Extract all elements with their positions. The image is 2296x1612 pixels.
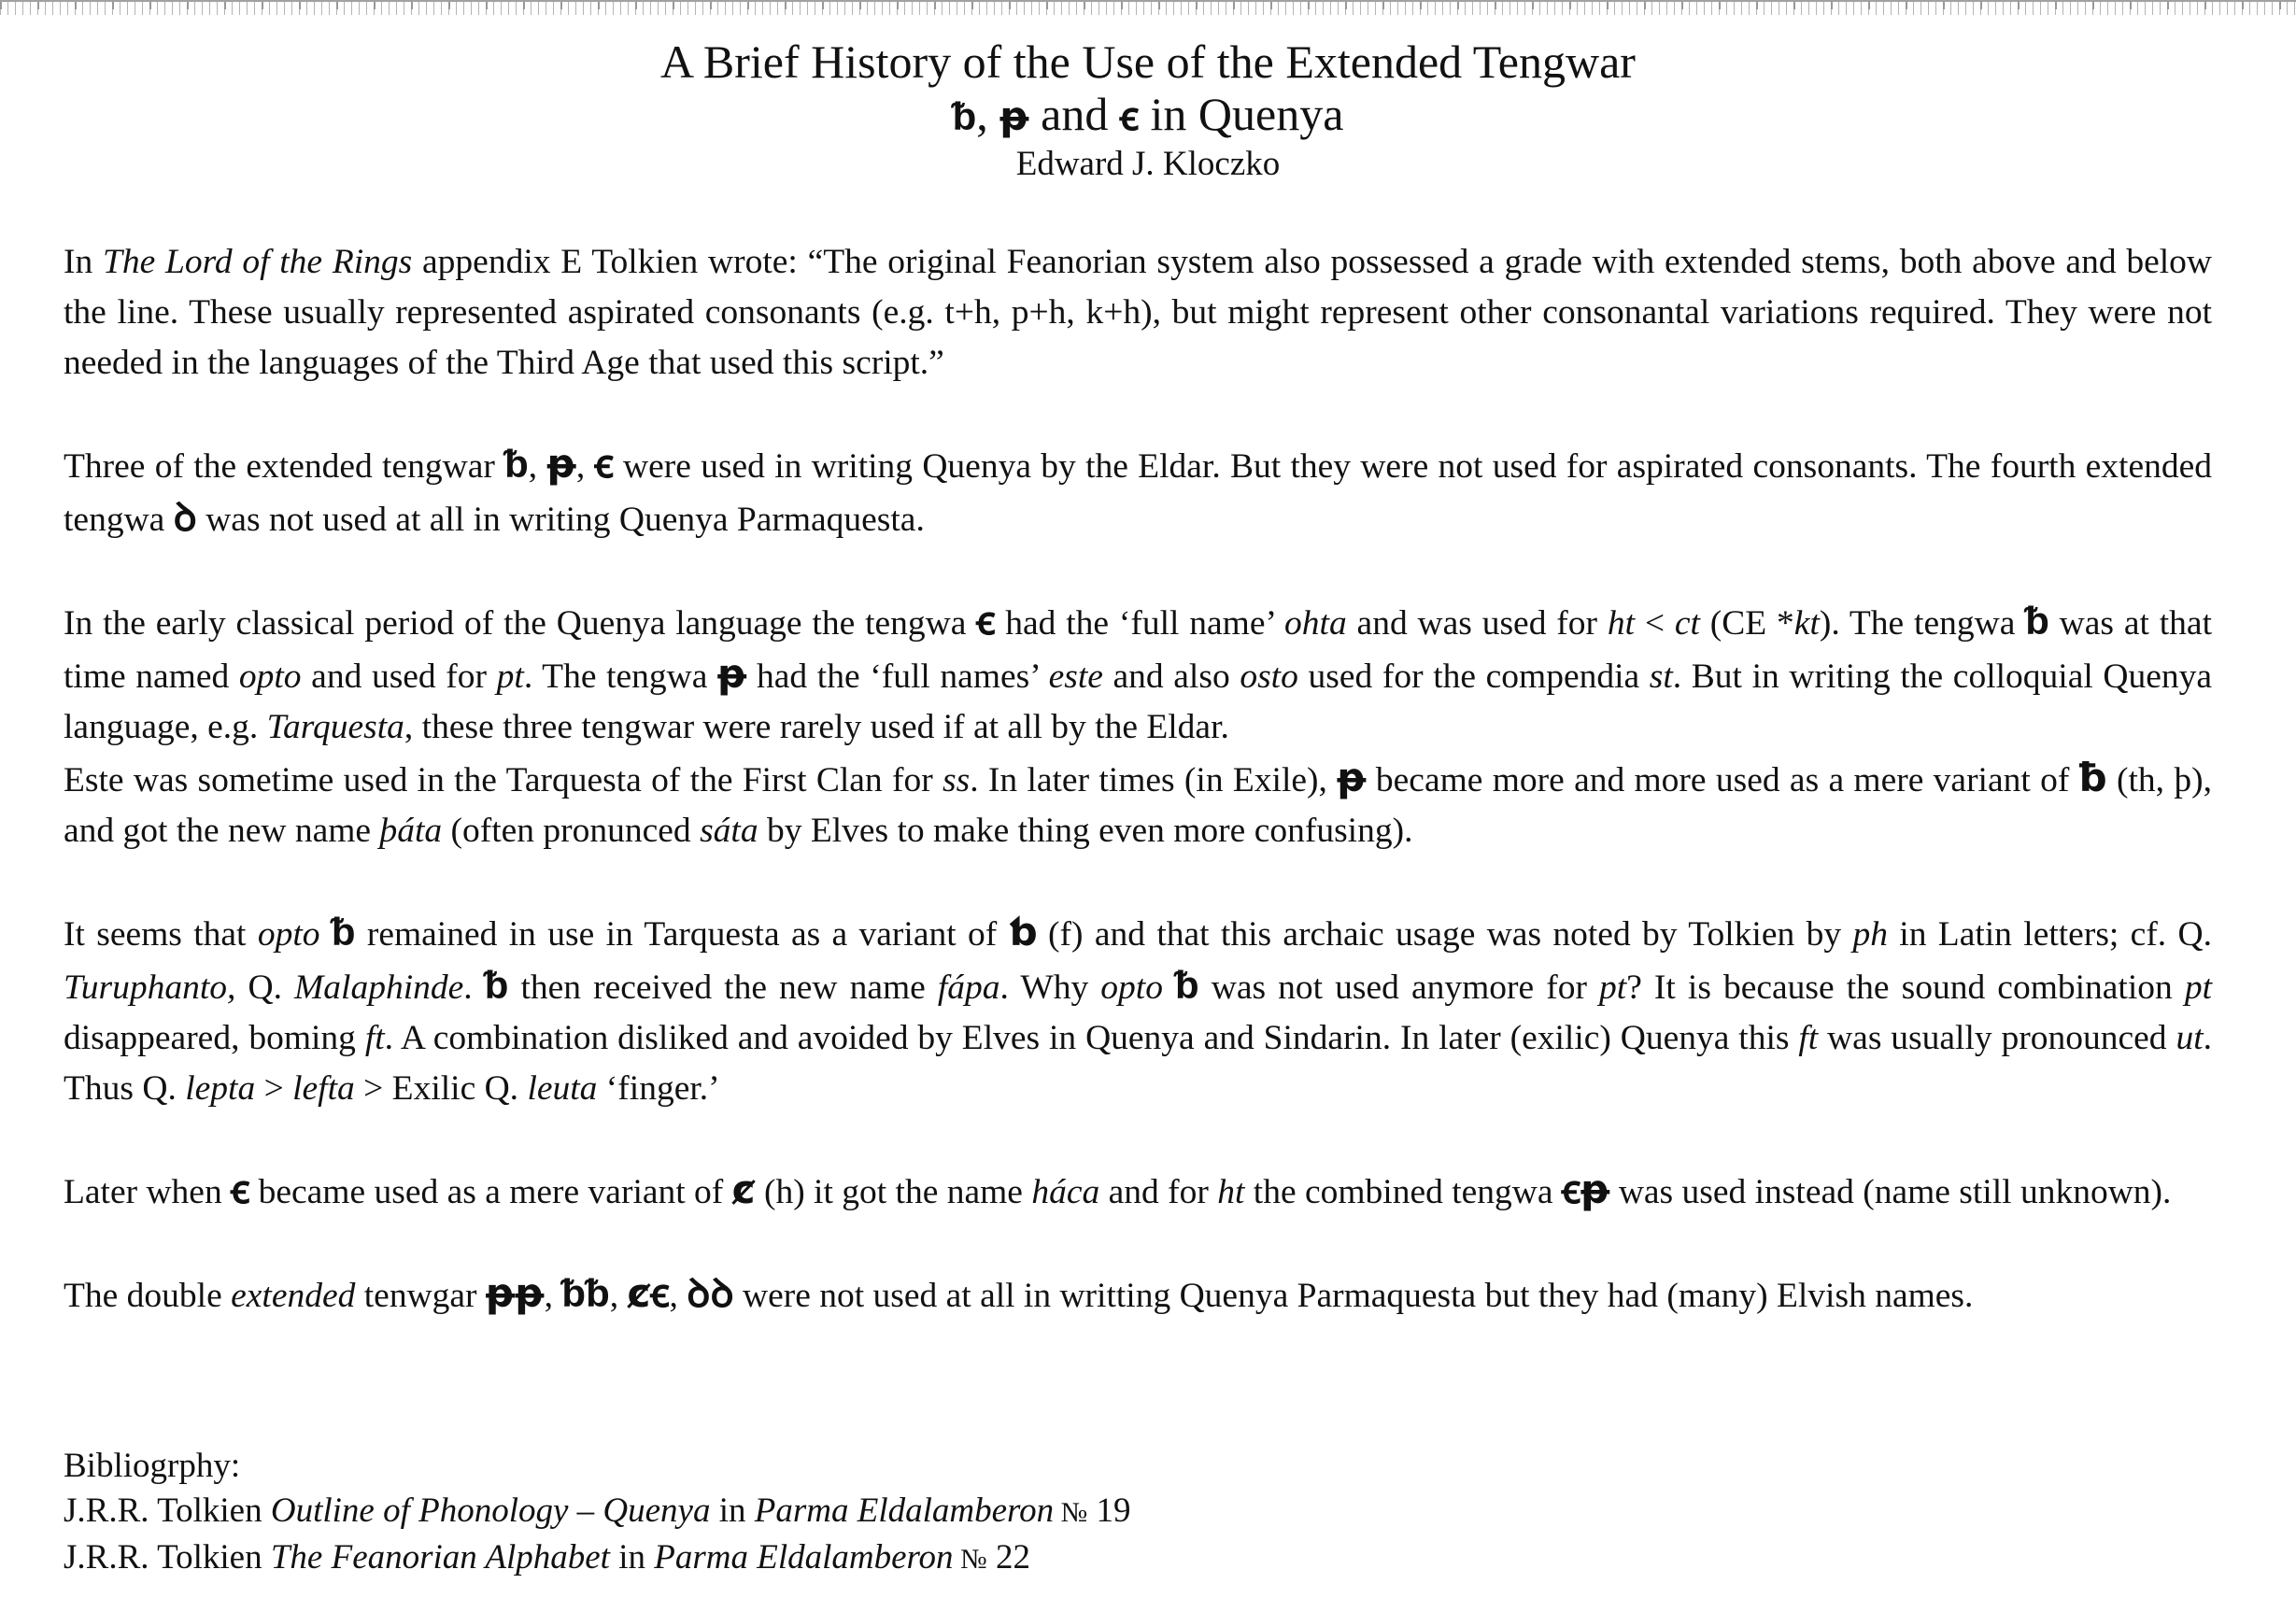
- document-author: Edward J. Kloczko: [1015, 145, 1281, 183]
- bibliography-entry: J.R.R. Tolkien Outline of Phonology – Quenya in Parma Eldalamberon № 19: [64, 1492, 1131, 1530]
- paragraph-6: The double extended tenwgar ᵽᵽ, ᵬᵬ, ȼꞓ, ꝺꝺ were not used at all in writting Quenya Parmaquesta but they had (many) Elvish names.: [64, 1270, 1974, 1316]
- top-ruler: [0, 0, 2296, 15]
- paragraph-5: Later when ꞓ became used as a mere variant of ȼ (h) it got the name háca and for ht the combined tengwa ꞓᵽ was used instead (name still unknown).: [64, 1167, 2172, 1212]
- tengwa-glyph: ᵽ: [1337, 755, 1367, 800]
- tengwa-glyph: ꞓ: [231, 1167, 250, 1212]
- tengwa-glyph: ᵬ: [952, 93, 977, 139]
- tengwa-glyph: ᵬ: [484, 962, 509, 1008]
- document-title: A Brief History of the Use of the Extended Tengwar: [660, 35, 1636, 88]
- paragraph-4: It seems that opto ᵬ remained in use in Tarquesta as a variant of ƅ (f) and that this archaic usage was noted by Tolkien by ph in Latin letters; cf. Q. Turuphanto, Q. Malaphinde. ᵬ then received the new name fápa. Why opto ᵬ was not used anymore for pt? It is because the sound combination pt disappeared, boming ft. A combination disliked and avoided by Elves in Quenya and Sindarin. In later (exilic) Quenya this ft was usually pronounced ut. Thus Q. lepta > lefta > Exilic Q. leuta ‘finger.’: [64, 909, 2213, 1108]
- tengwa-glyph: ᵬᵬ: [561, 1270, 610, 1316]
- tengwa-glyph: ᵬ: [331, 909, 356, 954]
- tengwa-glyph: ꝺ: [173, 494, 197, 540]
- tengwa-glyph: ᵬ: [2025, 598, 2049, 643]
- document-subtitle: ᵬ, ᵽ and ꞓ in Quenya: [952, 88, 1344, 140]
- tengwa-glyph: ᵽ: [999, 93, 1029, 139]
- tengwa-glyph: ꞓ: [594, 441, 614, 487]
- document-header: [0, 35, 2296, 186]
- tengwa-glyph: ȼ: [731, 1167, 756, 1212]
- tengwa-glyph: ƅ: [1008, 909, 1037, 954]
- tengwa-glyph: ᵽ: [546, 441, 576, 487]
- paragraph-3: In the early classical period of the Quenya language the tengwa ꞓ had the ‘full name’ ohta and was used for ht < ct (CE *kt). The tengwa ᵬ was at that time named opto and used for pt. The tengwa ᵽ had the ‘full names’ este and also osto used for the compendia st. But in writing the colloquial Quenya language, e.g. Tarquesta, these three tengwar were rarely used if at all by the Eldar. Este was sometime used in the Tarquesta of the First Clan for ss. In later times (in Exile), ᵽ became more and more used as a mere variant of ƀ (th, þ), and got the new name þáta (often pronunced sáta by Elves to make thing even more confusing).: [64, 598, 2213, 850]
- tengwa-glyph: ᵽ: [717, 651, 747, 697]
- document-body: [64, 237, 2212, 1372]
- bibliography: [64, 1444, 2212, 1582]
- tengwa-glyph: ᵬ: [504, 441, 529, 487]
- bibliography-heading: Bibliogrphy:: [64, 1447, 241, 1485]
- tengwa-glyph: ƀ: [2078, 755, 2107, 800]
- tengwa-glyph: ꞓ: [1119, 93, 1140, 139]
- tengwa-glyph: ᵽᵽ: [485, 1270, 545, 1316]
- tengwa-glyph: ꝺꝺ: [687, 1270, 734, 1316]
- paragraph-1: In The Lord of the Rings appendix E Tolkien wrote: “The original Feanorian system also possessed a grade with extended stems, both above and below the line. These usually represented aspirated consonants (e.g. t+h, p+h, k+h), but might represent other consonantal variations required. They were not needed in the languages of the Third Age that used this script.”: [64, 243, 2212, 382]
- tengwa-glyph: ꞓ: [976, 598, 996, 643]
- tengwa-glyph: ȼꞓ: [627, 1270, 670, 1316]
- tengwa-glyph: ꞓᵽ: [1561, 1167, 1610, 1212]
- bibliography-entry: J.R.R. Tolkien The Feanorian Alphabet in Parma Eldalamberon № 22: [64, 1538, 1030, 1577]
- tengwa-glyph: ᵬ: [1175, 962, 1199, 1008]
- paragraph-2: Three of the extended tengwar ᵬ, ᵽ, ꞓ were used in writing Quenya by the Eldar. But they were not used for aspirated consonants. The fourth extended tengwa ꝺ was not used at all in writing Quenya Parmaquesta.: [64, 441, 2213, 540]
